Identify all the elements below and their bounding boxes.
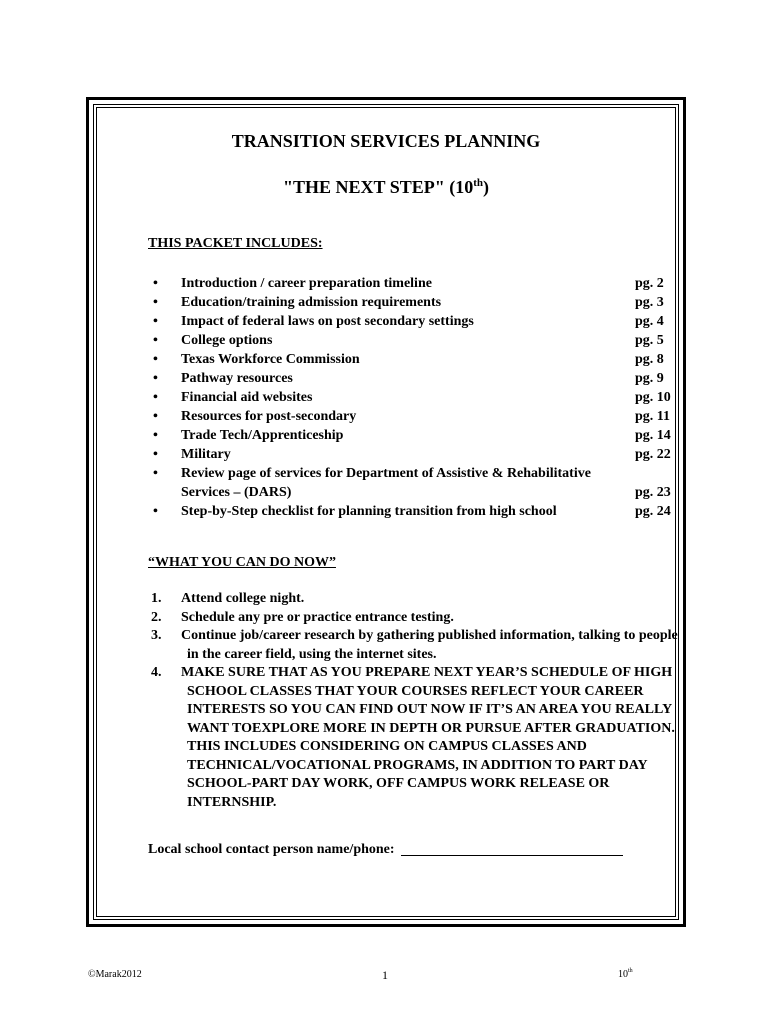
- bullet-icon: •: [153, 371, 158, 386]
- packet-item-label: Pathway resources: [181, 371, 293, 386]
- footer-grade: [618, 969, 633, 980]
- bullet-icon: •: [153, 352, 158, 367]
- bullet-icon: •: [153, 447, 158, 462]
- subtitle-close: ): [482, 177, 489, 197]
- packet-item: [148, 331, 678, 350]
- action-item: [148, 590, 688, 609]
- packet-item-page: pg. 9: [635, 371, 664, 386]
- contact-blank-line: [401, 841, 623, 856]
- action-item-text: Attend college night.: [181, 591, 305, 606]
- packet-item-page: pg. 10: [635, 390, 671, 405]
- packet-item: [148, 350, 678, 369]
- bullet-icon: •: [153, 466, 158, 481]
- contact-label: Local school contact person name/phone:: [148, 842, 395, 857]
- document-subtitle: [86, 177, 686, 198]
- action-item-number: 3.: [151, 628, 162, 643]
- packet-item-label: Review page of services for Department of Assistive & Rehabilitative Services – (DARS): [181, 466, 591, 500]
- packet-item: [148, 407, 678, 426]
- footer-grade-sup: th: [628, 968, 633, 974]
- packet-item-page: pg. 2: [635, 276, 664, 291]
- packet-item: [148, 445, 678, 464]
- footer-page-number: 1: [382, 968, 388, 982]
- bullet-icon: •: [153, 295, 158, 310]
- packet-item-label: Financial aid websites: [181, 390, 313, 405]
- packet-item: [148, 293, 678, 312]
- packet-item-label: Introduction / career preparation timeline: [181, 276, 432, 291]
- bullet-icon: •: [153, 428, 158, 443]
- packet-item: [148, 388, 678, 407]
- now-heading: “WHAT YOU CAN DO NOW”: [148, 555, 336, 570]
- packet-item: [148, 312, 678, 331]
- bullet-icon: •: [153, 333, 158, 348]
- packet-item-page: pg. 22: [635, 447, 671, 462]
- packet-item: [148, 369, 678, 388]
- packet-item-label: Texas Workforce Commission: [181, 352, 360, 367]
- packet-item-page: pg. 8: [635, 352, 664, 367]
- contact-line: [148, 841, 623, 858]
- packet-item-label: Impact of federal laws on post secondary settings: [181, 314, 474, 329]
- packet-item: [148, 274, 678, 293]
- bullet-icon: •: [153, 504, 158, 519]
- subtitle-main: "THE NEXT STEP" (10: [283, 177, 474, 197]
- packet-item-page: pg. 5: [635, 333, 664, 348]
- packet-item-label: College options: [181, 333, 273, 348]
- packet-item: [148, 502, 678, 521]
- packet-contents-list: [148, 274, 678, 521]
- action-item-number: 1.: [151, 591, 162, 606]
- footer-copyright: ©Marak2012: [88, 969, 142, 980]
- footer-grade-main: 10: [618, 969, 628, 980]
- packet-item: [148, 464, 678, 502]
- packet-item-label: Military: [181, 447, 231, 462]
- action-list: [148, 590, 688, 812]
- action-item: [148, 664, 688, 812]
- packet-item-label: Trade Tech/Apprenticeship: [181, 428, 344, 443]
- packet-item-label: Education/training admission requirements: [181, 295, 442, 310]
- action-item-text: MAKE SURE THAT AS YOU PREPARE NEXT YEAR’S SCHEDULE OF HIGH SCHOOL CLASSES THAT YOUR COURSES REFLECT YOUR CAREER INTERESTS SO YOU CAN FIND OUT NOW IF IT’S AN AREA YOU REALLY WANT TOEXPLORE MORE IN DEPTH OR PURSUE AFTER GRADUATION. THIS INCLUDES CONSIDERING ON CAMPUS CLASSES AND TECHNICAL/VOCATIONAL PROGRAMS, IN ADDITION TO PART DAY SCHOOL-PART DAY WORK, OFF CAMPUS WORK RELEASE OR INTERNSHIP.: [181, 665, 675, 810]
- action-item: [148, 609, 688, 628]
- packet-item-page: pg. 24: [635, 504, 671, 519]
- packet-item-page: pg. 11: [635, 409, 671, 424]
- action-item-number: 4.: [151, 665, 162, 680]
- packet-item-page: pg. 3: [635, 295, 664, 310]
- packet-item-page: pg. 14: [635, 428, 671, 443]
- packet-heading: THIS PACKET INCLUDES:: [148, 236, 323, 251]
- document-title: TRANSITION SERVICES PLANNING: [231, 131, 541, 151]
- action-item-text: Schedule any pre or practice entrance testing.: [181, 609, 454, 625]
- subtitle-superscript: th: [473, 177, 483, 189]
- action-item-text: Continue job/career research by gathering published information, talking to people in the career field, using the internet sites.: [181, 628, 678, 662]
- packet-item-label: Resources for post-secondary: [181, 409, 357, 424]
- bullet-icon: •: [153, 314, 158, 329]
- packet-item-label: Step-by-Step checklist for planning transition from high school: [181, 504, 557, 519]
- packet-item: [148, 426, 678, 445]
- packet-item-page: pg. 23: [635, 485, 671, 500]
- bullet-icon: •: [153, 409, 158, 424]
- bullet-icon: •: [153, 276, 158, 291]
- action-item-number: 2.: [151, 609, 162, 625]
- packet-item-page: pg. 4: [635, 314, 664, 329]
- action-item: [148, 627, 688, 664]
- bullet-icon: •: [153, 390, 158, 405]
